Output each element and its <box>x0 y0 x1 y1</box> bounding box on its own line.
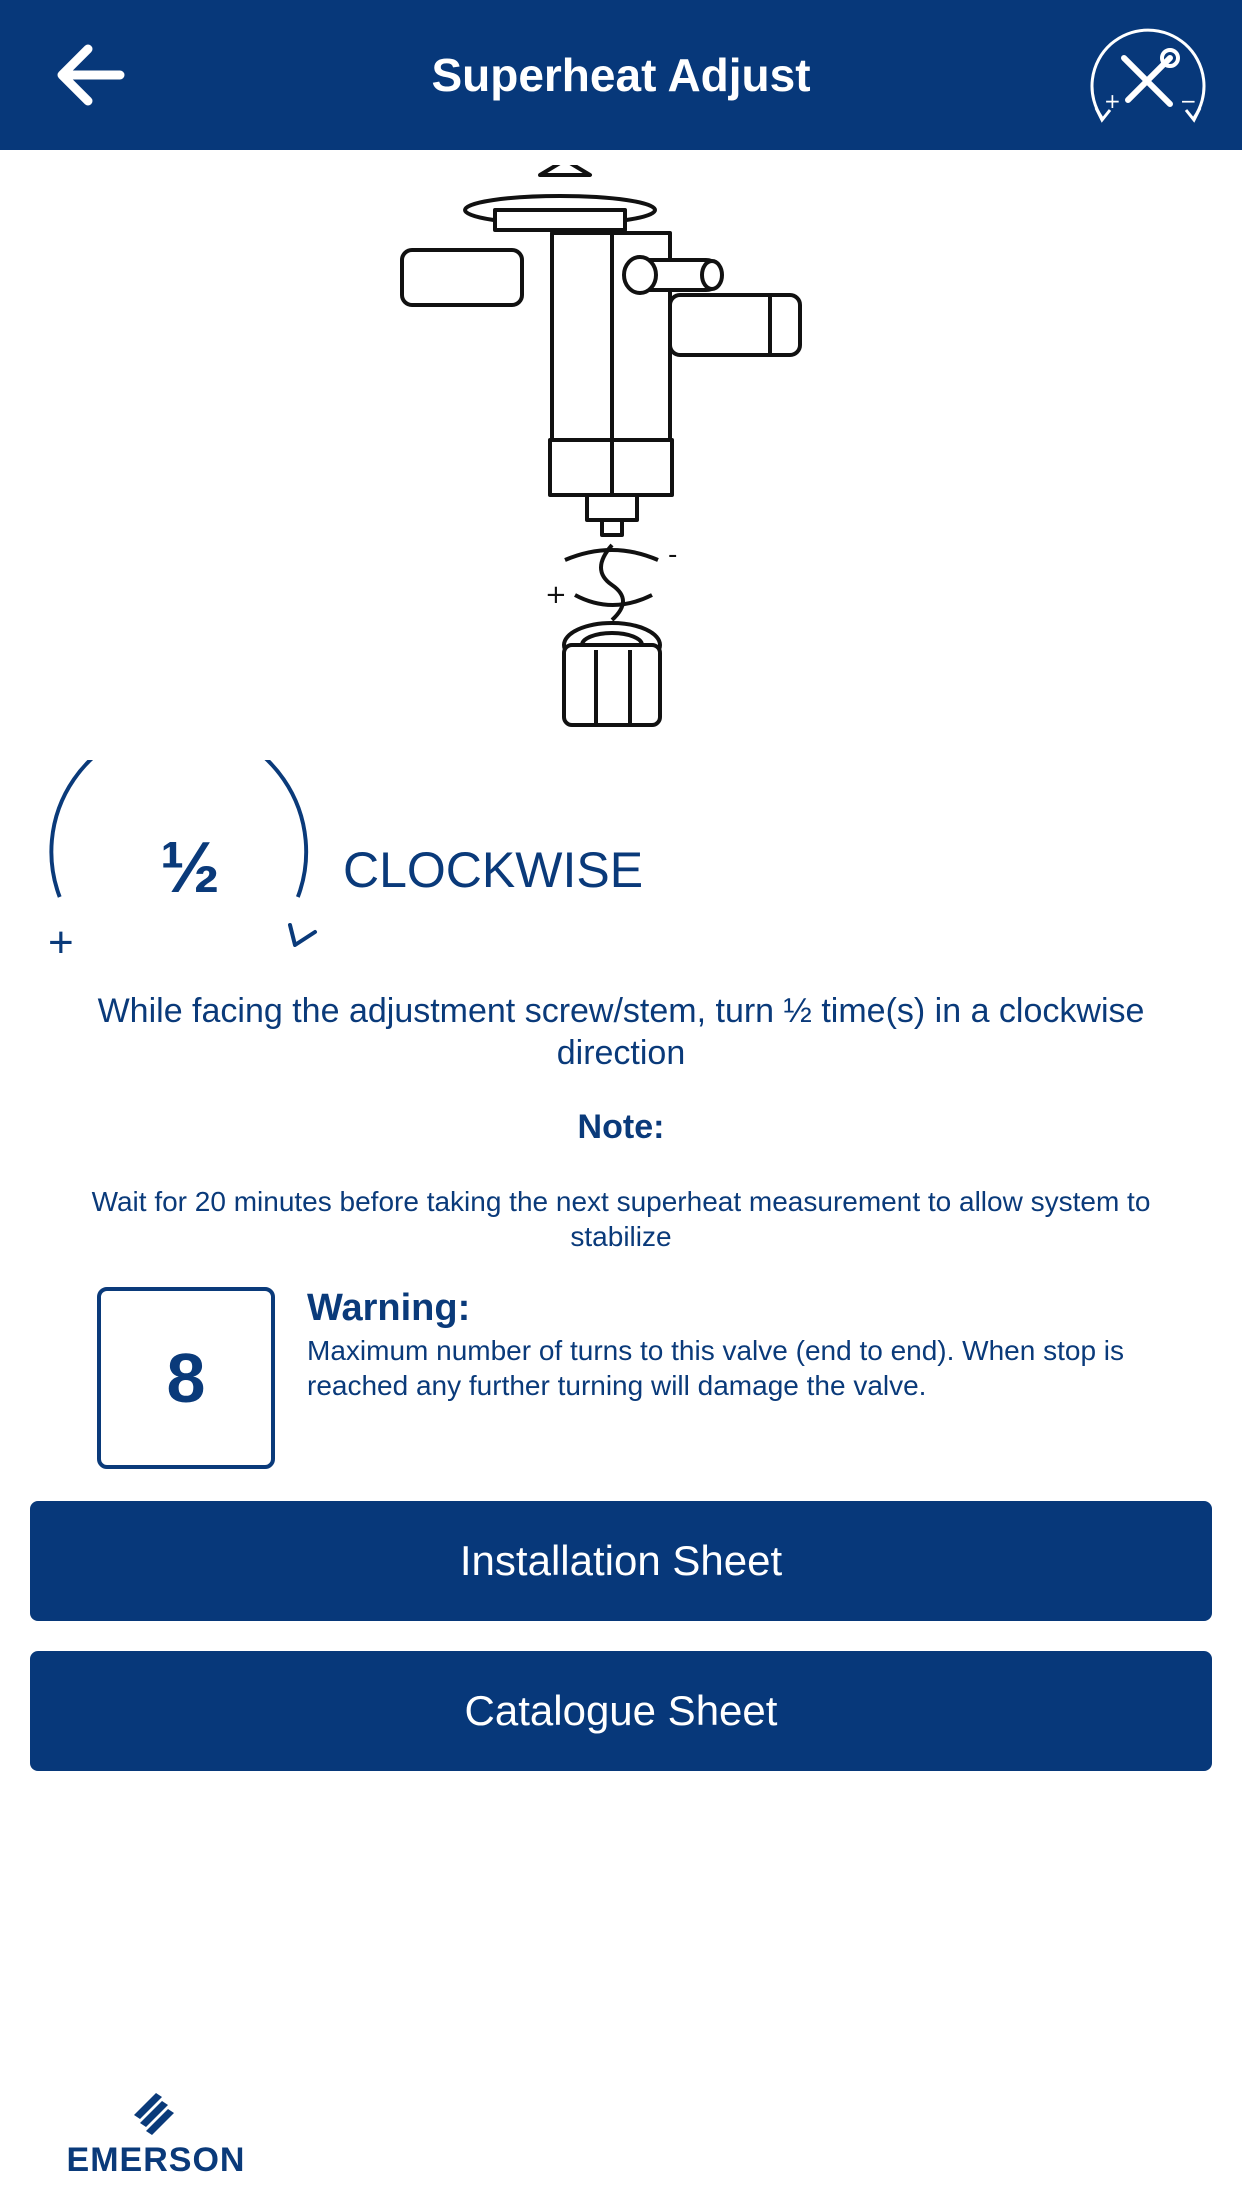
emerson-logo-mark <box>126 2085 181 2140</box>
svg-text:+: + <box>1104 89 1121 113</box>
app-header <box>0 0 1242 150</box>
brand-name: EMERSON <box>66 2141 246 2179</box>
turn-direction: CLOCKWISE <box>343 842 644 898</box>
warning-title: Warning: <box>307 1287 471 1329</box>
svg-text:-: - <box>668 540 678 570</box>
page-title: Superheat Adjust <box>431 49 811 101</box>
svg-text:+: + <box>545 580 567 610</box>
note-text: Wait for 20 minutes before taking the next superheat measurement to allow system to stabilize <box>91 1186 1151 1252</box>
max-turns-box: 8 <box>97 1287 275 1469</box>
emerson-logo <box>36 2085 276 2180</box>
installation-sheet-button[interactable]: Installation Sheet <box>30 1501 1212 1621</box>
svg-text:−: − <box>1180 89 1197 113</box>
plus-sign: + <box>48 918 74 967</box>
arrow-left-icon <box>50 35 130 115</box>
warning-text: Maximum number of turns to this valve (end to end). When stop is reached any further turning will damage the valve. <box>307 1335 1125 1401</box>
adjust-instruction: While facing the adjustment screw/stem, turn ½ time(s) in a clockwise direction <box>97 992 1145 1072</box>
adjust-tools-button[interactable] <box>1082 20 1212 130</box>
wrench-screwdriver-adjust-icon <box>1082 20 1212 130</box>
catalogue-sheet-button[interactable]: Catalogue Sheet <box>30 1651 1212 1771</box>
back-button[interactable] <box>50 35 130 115</box>
turn-fraction: ½ <box>159 828 221 908</box>
expansion-valve-illustration <box>390 165 860 750</box>
note-title: Note: <box>577 1108 665 1146</box>
